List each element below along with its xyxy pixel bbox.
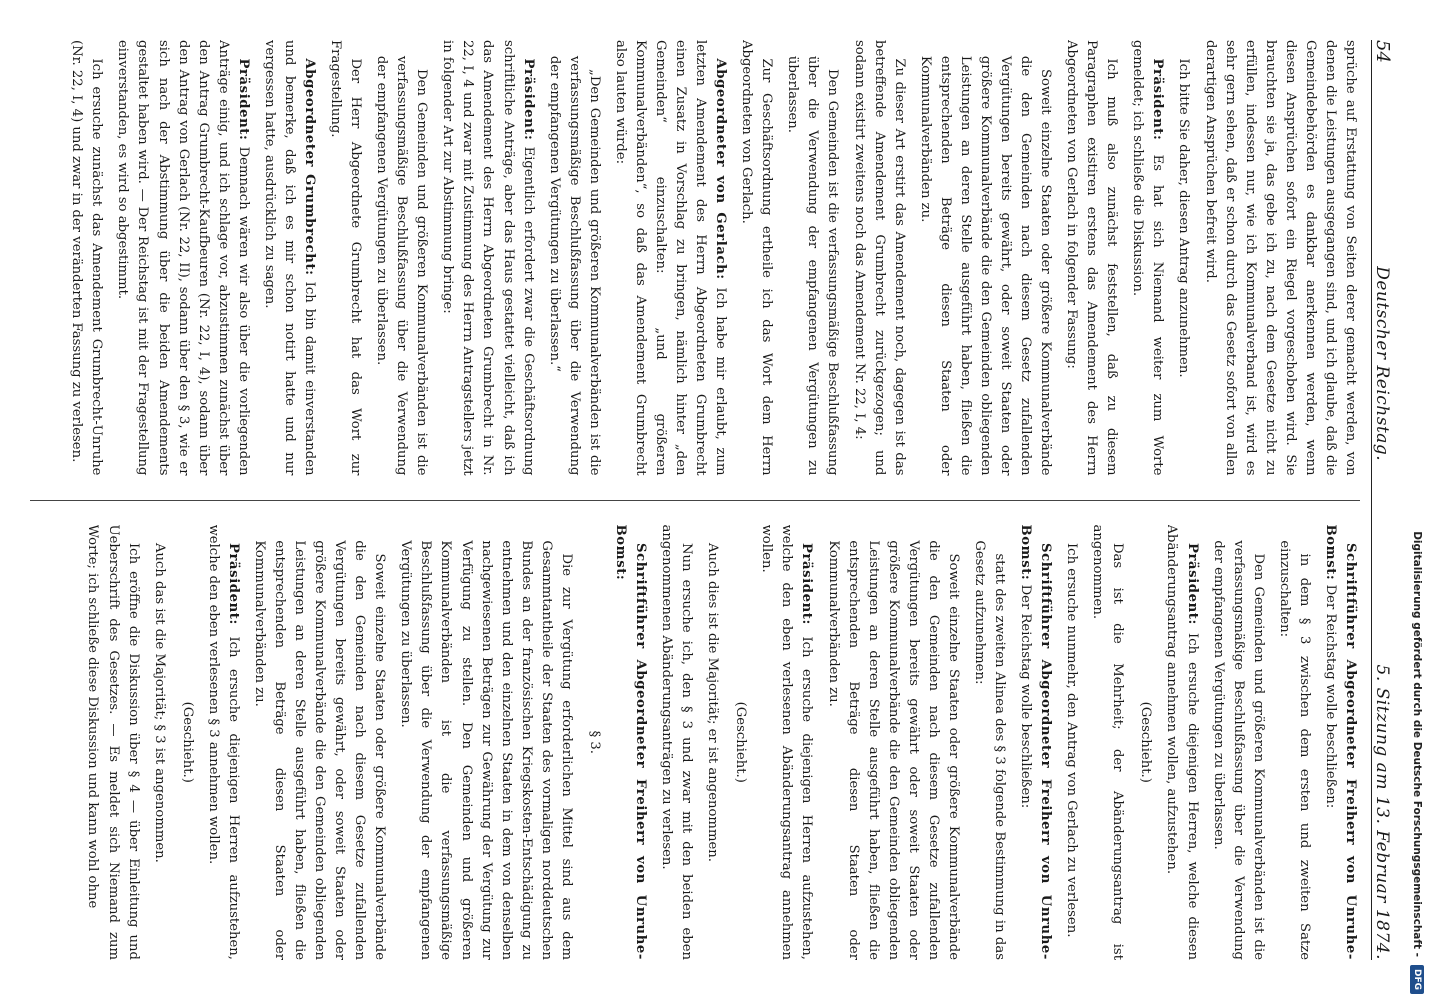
paragraph-text: Ich bin damit einverstanden und bemerke, daß ich es mir schon notirt hatte und nur vergessen hatte, ausdrücklich zu sagen. [261,40,317,476]
paragraph [730,525,750,961]
paragraph [849,40,909,476]
speaker-label: Präsident: [799,542,815,625]
paragraph [823,540,963,960]
paragraph [782,56,842,476]
paragraph-text: Ich eröffne die Diskussion über § 4 — über Einleitung und Ueberschrift des Gesetzes. — Es meldet sich Niemand zum Worte; ich schließe diese Diskussion und kann wohl ohne [85,524,141,960]
paragraph [1274,540,1314,960]
paragraph-text: Ich habe mir erlaubt, zum letzten Amendement des Herrn Abgeordneten Grumbrecht einen Zusatz in Vorschlag zu bringen, nämlich hinter „den Gemeinden“ einzuschalten: „und größeren Kommunalverbänden“, so daß das Amendement Grumbrecht also lauten würde: [612,40,729,476]
paragraph [610,40,730,476]
paragraph [1200,40,1361,476]
paragraph-text: Demnach wären wir also über die vorliegenden Anträge einig, und ich schlage vor, abzustimmen zunächst über den Antrag Grumbrecht-Kaufbeuren (Nr. 22, I, 4), sodann über den Antrag von Gerlach (Nr. 22, II), sodann über den § 3, wie er sich nach der Abstimmung über die beiden Amendements gestaltet haben wird. — Der Reichstag ist mit der Fragestellung einverstanden, es wird so abgestimmt. [115,40,251,476]
column-divider [30,500,1360,501]
speaker-label: Präsident: [1184,542,1200,625]
paragraph [177,525,197,961]
paragraph-text: Ich ersuche nunmehr, den Antrag von Gerlach zu verlesen. [1064,542,1080,938]
paragraph [66,40,106,476]
paragraph-text: Den Gemeinden und größeren Kommunalverbänden ist die verfassungsmäßige Beschlußfassung über die Verwendung der empfangenen Vergütungen zu überlassen. [374,55,430,476]
paragraph-text: (Geschieht.) [179,701,195,783]
paragraph [437,40,537,476]
paragraph-text: Ich ersuche zunächst das Amendement Grumbrecht-Unruhe (Nr. 22, I, 4) und zwar in der veränderten Fassung zu verlesen. [69,40,105,476]
speaker-label: Schriftführer Abgeordneter Freiherr von Unruhe-Bomst: [1018,524,1054,960]
paragraph [259,40,319,476]
digitization-credit-strip [1402,0,1432,1000]
paragraph [1208,540,1268,960]
paragraph [702,525,722,961]
paragraph [1127,40,1167,476]
paragraph [544,56,604,476]
left-column [30,40,1360,476]
paragraph-text: Auch dies ist die Majorität; er ist angenommen. [705,542,721,862]
paragraph-text: Ich muß also zunächst feststellen, daß zu diesem Paragraphen existiren erstens das Amendement des Herrn Abgeordneten von Gerlach in folgender Fassung: [1064,40,1120,476]
paragraph [584,525,604,961]
paragraph [656,525,696,961]
speaker-label: Schriftführer Abgeordneter Freiherr von Unruhe-Bomst: [613,524,649,960]
paragraph [249,540,389,960]
paragraph-text: Ich ersuche diejenigen Herren, welche diesen Abänderungsantrag annehmen wollen, aufzustehen. [1164,524,1200,960]
paragraph-text: Den Gemeinden und größeren Kommunalverbänden ist die verfassungsmäßige Beschlußfassung über die Verwendung der empfangenen Vergütungen zu überlassen. [1210,540,1266,960]
paragraph [1320,525,1360,961]
paragraph-text: Das ist die Mehrheit; der Abänderungsantrag ist angenommen. [1090,524,1126,960]
paragraph [149,525,169,961]
paragraph [1135,525,1155,961]
paragraph [1015,525,1055,961]
paragraph-text: Eigentlich erfordert zwar die Geschäftsordnung schriftliche Anträge, aber das Haus gestattet vielleicht, daß ich das Amendement des Herrn Abgeordneten Grumbrecht in Nr. 22, I, 4 und zwar mit Zustimmung des Herrn Antragstellers jetzt in folgender Art zur Abstimmung bringe: [440,40,536,476]
paragraph-text: in dem § 3 zwischen dem ersten und zweiten Satze einzuschalten: [1276,540,1312,960]
paragraph [915,56,1055,476]
paragraph [969,540,1009,960]
paragraph [736,40,776,476]
paragraph-text: Den Gemeinden ist die verfassungsmäßige Beschlußfassung über die Verwendung der empfangenen Vergütungen zu überlassen. [785,55,841,476]
paragraph [1061,525,1081,961]
speaker-label: Schriftführer Abgeordneter Freiherr von Unruhe-Bomst: [1322,524,1358,960]
paragraph-text: § 3. [586,730,602,754]
paragraph-text: Nun ersuche ich, den § 3 und zwar mit den beiden eben angenommenen Abänderungsanträgen zu verlesen. [659,524,695,960]
paragraph [395,540,576,960]
paragraph-text: statt des zweiten Alinea des § 3 folgende Bestimmung in das Gesetz aufzunehmen: [972,540,1008,960]
paragraph-text: Zur Geschäftsordnung ertheile ich das Wort dem Herrn Abgeordneten von Gerlach. [739,40,775,476]
paragraph-text: Es hat sich Niemand weiter zum Worte gemeldet; ich schließe die Diskussion. [1130,40,1166,476]
session-title: 5. Sitzung am 13. Februar 1874. [1372,664,1392,960]
paragraph-text: Soweit einzelne Staaten oder größere Kommunalverbände die den Gemeinden nach diesem Gesetz zufallenden Vergütungen bereits gewährt, oder soweit Staaten oder größere Kommunalverbände die den Gemeinden obliegenden Leistungen an deren Stelle ausgeführt haben, fließen die entsprechenden Beträge diesen Staaten oder Kommunalverbänden zu. [917,55,1054,476]
speaker-label: Präsident: [520,58,536,141]
page-number: 54 [1372,40,1393,63]
dfg-logo-badge: DFG [1410,965,1424,994]
speaker-label: Präsident: [225,542,241,625]
paragraph-text: (Geschieht.) [1138,701,1154,783]
paragraph-text: (Geschieht.) [733,701,749,783]
speaker-label: Abgeordneter von Gerlach: [713,58,729,280]
paragraph-text: Soweit einzelne Staaten oder größere Kommunalverbände die den Gemeinden nach diesem Gesetze zufallenden Vergütungen bereits gewährt, oder soweit Staaten oder größere Kommunalverbände die den Gemeinden obliegenden Leistungen an deren Stelle ausgeführt haben, fließen die entsprechenden Beträge diesen Staaten oder Kommunalverbänden zu. [251,540,388,960]
paragraph-text: Der Herr Abgeordnete Grumbrecht hat das Wort zur Fragestellung. [328,40,364,476]
paragraph [203,525,243,961]
speaker-label: Abgeordneter Grumbrecht: [302,58,317,276]
paragraph-text: „Den Gemeinden und größeren Kommunalverbänden ist die verfassungsmäßige Beschlußfassung über die Verwendung der empfangenen Vergütungen zu überlassen.“ [546,55,602,476]
paragraph [610,525,650,961]
speaker-label: Präsident: [1150,58,1166,141]
text-columns [30,40,1360,960]
paragraph-text: Soweit einzelne Staaten oder größere Kommunalverbände die den Gemeinden nach diesem Gesetze zufallenden Vergütungen bereits gewährt oder soweit Staaten oder größere Kommunalverbände die den Gemeinden obliegenden Leistungen an deren Stelle ausgeführt haben, fließen die entsprechenden Beträge diesen Staaten oder Kommunalverbänden zu. [825,540,961,960]
paragraph [1161,525,1201,961]
paragraph-text: Ich ersuche diejenigen Herren aufzustehen, welche den eben verlesenen § 3 annehmen wollen. [205,524,241,960]
paragraph [82,525,142,961]
paragraph-text: Der Reichstag wolle beschließen: [1322,580,1338,809]
paragraph-text: Ich bitte Sie daher, diesen Antrag anzunehmen. [1176,58,1192,378]
paragraph-text: Die zur Vergütung erforderlichen Mittel sind aus dem Gesammtantheile der Staaten des vormaligen norddeutschen Bundes an der französischen Kriegskosten-Entschädigung zu entnehmen und den einzelnen Staaten in dem von denselben nachgewiesenen Beträgen zur Gewährung der Vergütung zur Verfügung zu stellen. Den Gemeinden und größeren Kommunalverbänden ist die verfassungsmäßige Beschlußfassung über die Verwendung der empfangenen Vergütungen zu überlassen. [398,540,574,960]
paragraph-text: sprüche auf Erstattung von Seiten derer gemacht werden, von denen die Leistungen ausgegangen sind, und ich glaube, daß die Gemeindebehörden es dankbar anerkennen werden, wenn diesen Ansprüchen sofort ein Riegel vorgeschoben wird. Sie brauchten sie ja, das gebe ich zu, nach dem Gesetze nicht zu erfüllen, indessen nur, wie ich Kommunalverband ist, wird es sehr gern sehen, daß er schon durch das Gesetz sofort von allen derartigen Ansprüchen befreit wird. [1202,40,1358,476]
right-column [30,525,1360,961]
speaker-label: Präsident: [235,58,251,141]
paragraph [1173,40,1193,476]
paragraph [371,56,431,476]
paragraph-text: Der Reichstag wolle beschließen: [1018,580,1034,809]
paragraph [325,40,365,476]
paragraph-text: Auch das ist die Majorität; § 3 ist angenommen. [151,542,167,863]
paragraph [756,525,816,961]
paragraph [1061,40,1121,476]
paragraph-text: Ich ersuche diejenigen Herren aufzustehen, welche den eben verlesenen Abänderungsantrag annehmen wollen. [759,524,815,960]
paragraph [112,40,252,476]
running-title: Deutscher Reichstag. [1372,266,1392,462]
paragraph-text: Zu dieser Art erstirt das Amendement noch, dagegen ist das betreffende Amendement Grumbrecht zurückgezogen; und sodann existirt zweitens noch das Amendement Nr. 22, I, 4: [851,40,907,476]
digitization-credit: Digitalisierung gefördert durch die Deutsche Forschungsgemeinschaft - [1411,531,1423,957]
paragraph [1087,525,1127,961]
